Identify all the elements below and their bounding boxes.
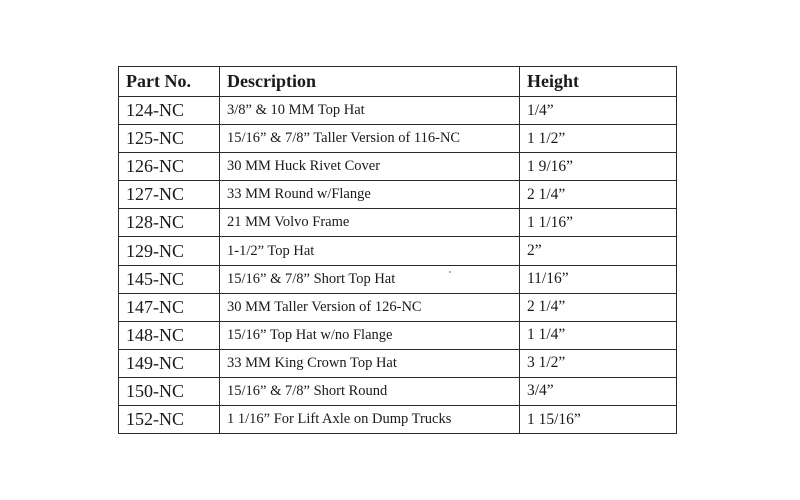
description-cell: 1-1/2” Top Hat: [220, 237, 520, 265]
height-cell: 2 1/4”: [520, 293, 677, 321]
table-row: [119, 406, 677, 434]
part-no-cell: 125-NC: [119, 125, 220, 153]
part-no-cell: 147-NC: [119, 293, 220, 321]
description-cell: 1 1/16” For Lift Axle on Dump Trucks: [220, 406, 520, 434]
header-part-no: Part No.: [119, 67, 220, 97]
header-height: Height: [520, 67, 677, 97]
table-row: [119, 377, 677, 405]
description-cell: 21 MM Volvo Frame: [220, 209, 520, 237]
table-body: [119, 97, 677, 434]
part-no-cell: 149-NC: [119, 349, 220, 377]
table-row: [119, 153, 677, 181]
description-cell: 15/16” & 7/8” Taller Version of 116-NC: [220, 125, 520, 153]
part-no-cell: 145-NC: [119, 265, 220, 293]
height-cell: 3 1/2”: [520, 349, 677, 377]
header-description: Description: [220, 67, 520, 97]
height-cell: 1 1/16”: [520, 209, 677, 237]
table-row: [119, 265, 677, 293]
part-no-cell: 129-NC: [119, 237, 220, 265]
part-no-cell: 127-NC: [119, 181, 220, 209]
description-cell: 3/8” & 10 MM Top Hat: [220, 97, 520, 125]
table-row: [119, 181, 677, 209]
height-cell: 2 1/4”: [520, 181, 677, 209]
description-cell: 30 MM Taller Version of 126-NC: [220, 293, 520, 321]
part-no-cell: 124-NC: [119, 97, 220, 125]
height-cell: 1/4”: [520, 97, 677, 125]
height-cell: 1 15/16”: [520, 406, 677, 434]
height-cell: 1 1/2”: [520, 125, 677, 153]
table-row: [119, 209, 677, 237]
table-row: [119, 293, 677, 321]
height-cell: 1 9/16”: [520, 153, 677, 181]
table-row: [119, 97, 677, 125]
table-row: [119, 349, 677, 377]
height-cell: 1 1/4”: [520, 321, 677, 349]
table-row: [119, 125, 677, 153]
description-cell: 15/16” & 7/8” Short Round: [220, 377, 520, 405]
table-row: [119, 237, 677, 265]
height-cell: 11/16”: [520, 265, 677, 293]
part-no-cell: 128-NC: [119, 209, 220, 237]
description-cell: 30 MM Huck Rivet Cover: [220, 153, 520, 181]
header-row: [119, 67, 677, 97]
part-no-cell: 152-NC: [119, 406, 220, 434]
parts-table: [118, 66, 677, 434]
part-no-cell: 148-NC: [119, 321, 220, 349]
table-row: [119, 321, 677, 349]
description-cell: 33 MM Round w/Flange: [220, 181, 520, 209]
description-cell: 33 MM King Crown Top Hat: [220, 349, 520, 377]
height-cell: 2”: [520, 237, 677, 265]
height-cell: 3/4”: [520, 377, 677, 405]
description-cell: 15/16” Top Hat w/no Flange: [220, 321, 520, 349]
description-cell: 15/16” & 7/8” Short Top Hat: [220, 265, 520, 293]
part-no-cell: 150-NC: [119, 377, 220, 405]
part-no-cell: 126-NC: [119, 153, 220, 181]
scan-speck: [449, 271, 451, 273]
